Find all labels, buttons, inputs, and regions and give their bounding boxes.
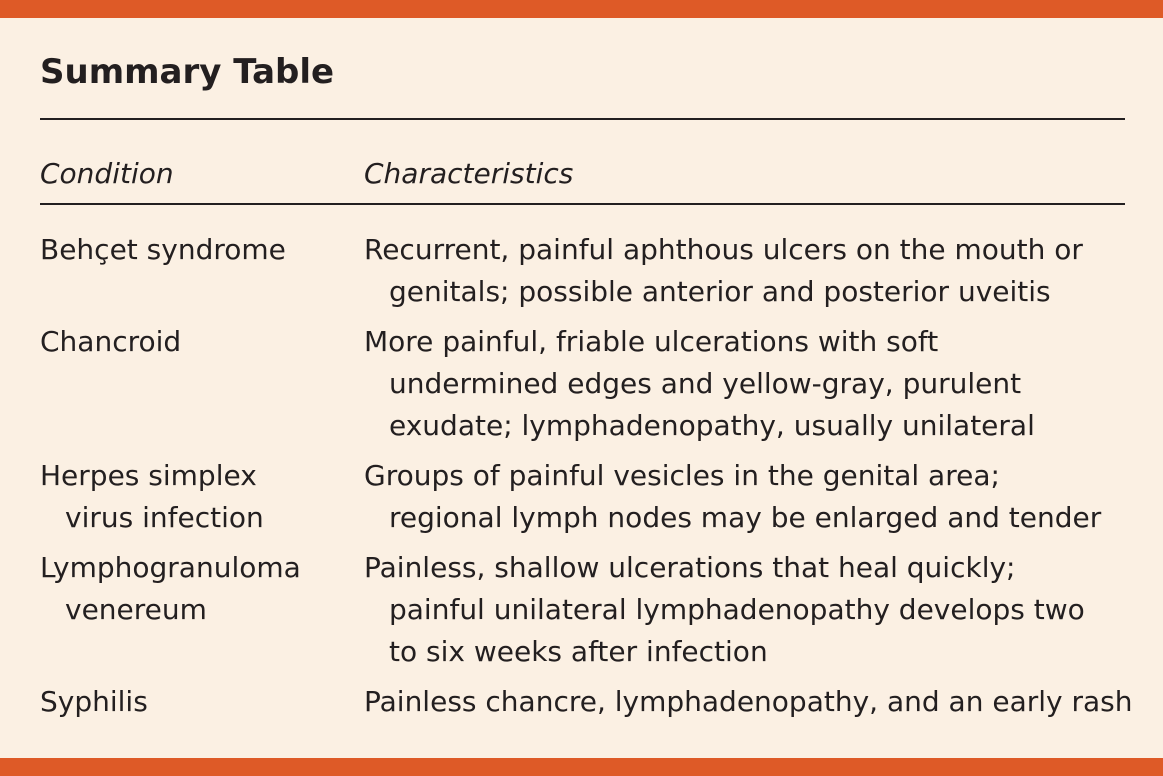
table-row bbox=[0, 321, 1163, 455]
condition-cell bbox=[40, 681, 340, 723]
table-body bbox=[0, 229, 1163, 727]
title-divider bbox=[40, 118, 1125, 120]
condition-text: Syphilis bbox=[40, 685, 148, 718]
characteristics-cell bbox=[364, 229, 1154, 313]
characteristics-line: More painful, friable ulcerations with soft bbox=[364, 325, 939, 358]
condition-cell bbox=[40, 229, 340, 271]
condition-cell bbox=[40, 547, 340, 631]
characteristics-line: undermined edges and yellow-gray, purulent bbox=[389, 367, 1022, 400]
condition-cell bbox=[40, 455, 340, 539]
table-row bbox=[0, 547, 1163, 681]
table-row bbox=[0, 229, 1163, 321]
condition-text: Behçet syndrome bbox=[40, 233, 286, 266]
header-divider bbox=[40, 203, 1125, 205]
bottom-accent-bar bbox=[0, 758, 1163, 776]
characteristics-line: exudate; lymphadenopathy, usually unilateral bbox=[389, 409, 1035, 442]
column-header-condition: Condition bbox=[40, 157, 174, 190]
characteristics-line: Painless chancre, lymphadenopathy, and an early rash bbox=[364, 685, 1133, 718]
characteristics-line: to six weeks after infection bbox=[389, 635, 768, 668]
table-row bbox=[0, 681, 1163, 727]
characteristics-line: Recurrent, painful aphthous ulcers on the mouth or bbox=[364, 233, 1083, 266]
table-row bbox=[0, 455, 1163, 547]
condition-text: Chancroid bbox=[40, 325, 182, 358]
table-title: Summary Table bbox=[40, 52, 335, 92]
characteristics-cell bbox=[364, 455, 1154, 539]
characteristics-cell bbox=[364, 681, 1154, 723]
condition-text-continued: virus infection bbox=[65, 501, 264, 534]
characteristics-cell bbox=[364, 547, 1154, 673]
characteristics-line: Painless, shallow ulcerations that heal quickly; bbox=[364, 551, 1016, 584]
characteristics-line: painful unilateral lymphadenopathy develops two bbox=[389, 593, 1085, 626]
condition-text-continued: venereum bbox=[65, 593, 207, 626]
characteristics-cell bbox=[364, 321, 1154, 447]
characteristics-line: Groups of painful vesicles in the genital area; bbox=[364, 459, 1000, 492]
characteristics-line: genitals; possible anterior and posterior uveitis bbox=[389, 275, 1051, 308]
condition-text: Herpes simplex bbox=[40, 459, 257, 492]
condition-text: Lymphogranuloma bbox=[40, 551, 301, 584]
condition-cell bbox=[40, 321, 340, 363]
column-header-characteristics: Characteristics bbox=[364, 157, 574, 190]
top-accent-bar bbox=[0, 0, 1163, 18]
characteristics-line: regional lymph nodes may be enlarged and tender bbox=[389, 501, 1102, 534]
